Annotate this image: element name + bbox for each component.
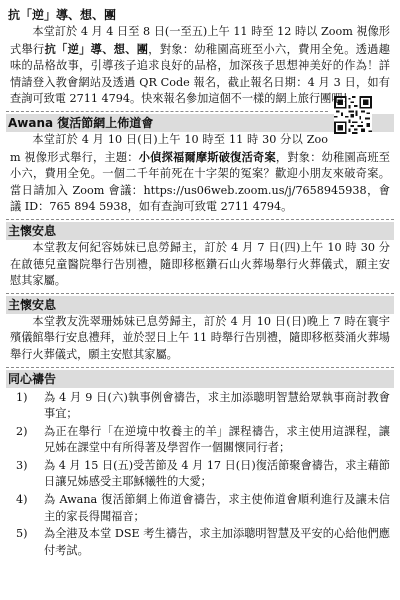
section-divider [6, 293, 394, 294]
section-body: 本堂訂於 4 月 10 日(日)上午 10 時至 11 時 30 分以 Zoom 視像形式舉行，主題：小偵探福爾摩斯破復活奇案，對象：幼稚園高班至小六，費用全免。一個二千年前死在十字架的冤案？歡迎小朋友來破奇案。當日請加入 Zoom 會議：https://us06web.zoom.us/j/7658945938，會議 ID：765 894 5938，如有查詢可致電 2711 4794。 [10, 132, 390, 214]
section-title: 主懷安息 [6, 222, 394, 240]
section-title: 同心禱告 [6, 370, 394, 388]
prayer-list [6, 390, 394, 560]
list-item: 5) 為全港及本堂 DSE 考生禱告，求主加添聰明智慧及平安的心給他們應付考試。 [16, 527, 390, 557]
section-title: Awana 復活節網上佈道會 [6, 114, 394, 132]
list-item: 2) 為正在舉行「在逆境中牧養主的羊」課程禱告，求主使用這課程，讓兄姊在課堂中有所得著及學習作一個關懷同行者； [16, 424, 390, 455]
section-obituary-1 [6, 222, 394, 290]
section-prayer [6, 370, 394, 560]
section-divider [6, 219, 394, 220]
section-title: 抗「逆」導、想、團 [8, 8, 117, 22]
section-body: 本堂教友洗翠珊姊妹已息勞歸主，訂於 4 月 10 日(日)晚上 7 時在寰宇殯儀館舉行安息禮拜，並於翌日上午 11 時舉行告別禮，隨即移柩葵涌火葬場舉行火葬儀式，願主安慰其家屬。 [10, 314, 390, 361]
section-divider [6, 367, 394, 368]
section-obituary-2 [6, 296, 394, 364]
section-body: 本堂訂於 4 月 4 日至 8 日(一至五)上午 11 時至 12 時以 Zoom 視像形式舉行抗「逆」導、想、團，對象：幼稚園高班至小六，費用全免。透過趣味的品格故事，引導孩子追求良好的品格，加深孩子思想神美好的作為！詳情請登入教會網站及透過 QR Code 報名，截止報名日期：4 月 3 日，如有查詢可致電 2711 4794。快來報名參加這個不一樣的網上旅行團吧！ [10, 25, 390, 106]
list-item: 3) 為 4 月 15 日(五)受苦節及 4 月 17 日(日)復活節聚會禱告，求主藉節日讓兄姊感受主耶穌犧牲的大愛； [16, 458, 390, 489]
section-body: 本堂教友何紀容姊妹已息勞歸主，訂於 4 月 7 日(四)上午 10 時 30 分在啟德兒童醫院舉行告別禮，隨即移柩鑽石山火葬場舉行火葬儀式，願主安慰其家屬。 [10, 240, 390, 288]
list-item: 1) 為 4 月 9 日(六)執事例會禱告，求主加添聰明智慧給眾執事商討教會事宜； [16, 390, 390, 421]
section-divider [6, 111, 328, 112]
section-title: 主懷安息 [6, 296, 394, 314]
section-anti-adversity [6, 6, 394, 108]
list-item: 4) 為 Awana 復活節網上佈道會禱告，求主使佈道會順利進行及讓未信主的家長得聞福音； [16, 493, 390, 523]
